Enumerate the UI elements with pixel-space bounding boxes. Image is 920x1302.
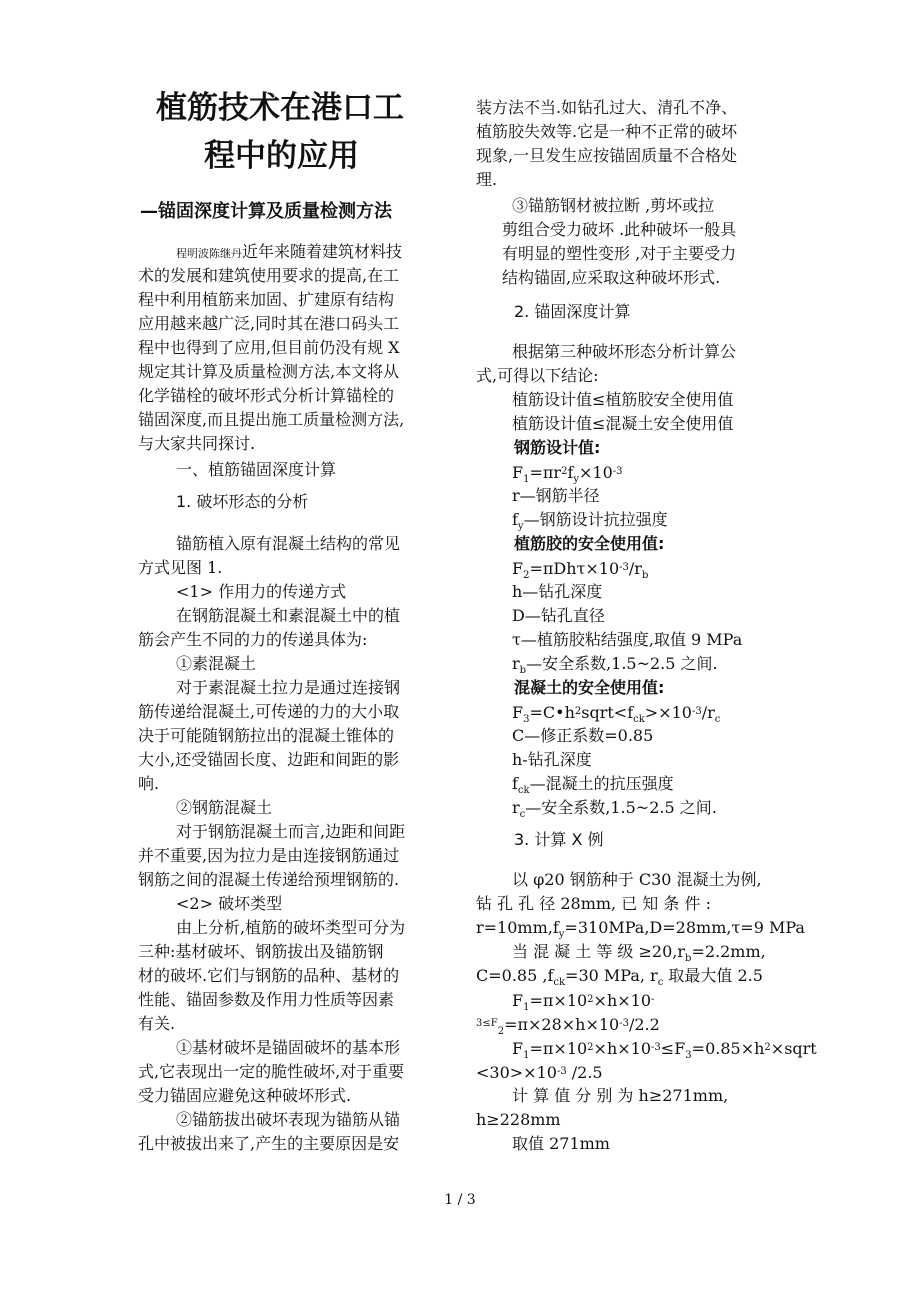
label-concrete-safe-value: 混凝土的安全使用值: [514,678,665,697]
body-line: 钢筋之间的混凝土传递给预埋钢筋的. [138,870,400,889]
body-line: 方式见图 1. [138,558,223,577]
body-line: 式,它表现出一定的脆性破坏,对于重要 [138,1062,405,1081]
title-line-1: 植筋技术在港口工 [156,90,404,126]
body-line: ①素混凝土 [176,654,257,673]
body-line: 性能、锚固参数及作用力性质等因素 [138,990,395,1009]
example-line: C=0.85 $,f_{ck}=30$ MPa, $r_c$ 取最大值 2.5 [476,966,763,988]
heading-failure-analysis: 1. 破坏形态的分析 [176,492,309,511]
body-line: ③锚筋钢材被拉断 ,剪坏或拉 [512,196,715,215]
page-number: 1 / 3 [444,1192,476,1208]
intro-line: 程中利用植筋来加固、扩建原有结构 [138,290,395,309]
body-line: 决于可能随钢筋拉出的混凝土锥体的 [138,726,395,745]
body-line: 对于素混凝土拉力是通过连接钢 [176,678,401,697]
body-line: 锚筋植入原有混凝土结构的常见 [176,534,401,553]
def-c: C—修正系数=0.85 [512,726,654,745]
body-line: 理. [476,170,498,189]
body-line: 现象,一旦发生应按锚固质量不合格处 [476,146,738,165]
def-fck: $f_{ck}—$混凝土的抗压强度 [512,774,674,796]
body-line: 装方法不当.如钻孔过大、清孔不净、 [476,98,738,117]
formula-f1: $F_1=\pi r^2f_y\times 10^{-3}$ [512,463,623,485]
def-rc: $r_c—$安全系数,1.5~2.5 之间. [512,798,717,820]
body-line: 植筋设计值≤植筋胶安全使用值 [512,390,734,409]
def-tau: τ—植筋胶粘结强度,取值 9 MPa [512,630,743,649]
def-fy: $f_y—$钢筋设计抗拉强度 [512,510,668,532]
body-line: 有关. [138,1014,176,1033]
body-line: 结构锚固,应采取这种破坏形式. [502,268,721,287]
body-line: 孔中被拔出来了,产生的主要原因是安 [138,1134,400,1153]
example-line: $F_1=\pi\times 10^2\times h\times 10^{-3}\le F_3=0.85\times h^2\times sqrt$ [512,1039,817,1061]
body-line: 在钢筋混凝土和素混凝土中的植 [176,606,401,625]
example-line: h≥228mm [476,1110,561,1129]
body-line: 式,可得以下结论: [476,366,599,385]
body-line: 植筋胶失效等.它是一种不正常的破坏 [476,122,738,141]
body-line: 材的破坏.它们与钢筋的品种、基材的 [138,966,400,985]
body-line: ②锚筋拔出破坏表现为锚筋从锚 [176,1110,401,1129]
def-h: h—钻孔深度 [512,582,603,601]
example-line: 当 混 凝 土 等 级 $\ge 20,r_b=2.2mm$, [512,942,766,964]
example-line: 以 φ20 钢筋种于 C30 混凝土为例, [512,870,762,889]
example-line: $r=10mm,f_y=310MPa,D=28mm,\tau=9$ MPa [476,918,805,940]
example-line: 取值 271mm [512,1134,610,1153]
body-line: <1> 作用力的传递方式 [176,582,347,601]
title-line-2: 程中的应用 [204,138,359,174]
body-line: 根据第三种破坏形态分析计算公 [512,342,737,361]
intro-line: 术的发展和建筑使用要求的提高,在工 [138,266,400,285]
body-line: 有明显的塑性变形 ,对于主要受力 [502,244,737,263]
body-line: 三种:基材破坏、钢筋拔出及锚筋钢 [138,942,384,961]
body-line: ①基材破坏是锚固破坏的基本形 [176,1038,401,1057]
example-line: $^{3\le F}_2=\pi\times 28\times h\times 10^{-3}/2.2$ [476,1015,660,1037]
subtitle: —锚固深度计算及质量检测方法 [140,201,392,222]
example-line: 钻 孔 孔 径 28mm, 已 知 条 件 : [476,894,711,913]
intro-line: 锚固深度,而且提出施工质量检测方法, [138,410,405,429]
def-d: D—钻孔直径 [512,606,605,625]
intro-line: 应用越来越广泛,同时其在港口码头工 [138,314,400,333]
example-line: $F_1=\pi\times 10^2\times h\times 10^-$ [512,991,655,1013]
formula-f2: $F_2=\pi Dh\tau\times 10^{-3}/r_b$ [512,559,649,581]
section-heading-1: 一、植筋锚固深度计算 [176,460,337,479]
formula-f3: $F_3=C•h^2sqrt<f_{ck}>\times 10^{-3}/r_c$ [512,703,721,725]
intro-line: 与大家共同探讨. [138,434,256,453]
body-line: 植筋设计值≤混凝土安全使用值 [512,414,734,433]
heading-example: 3. 计算 X 例 [514,830,604,849]
intro-line: 化学锚栓的破坏形式分析计算锚栓的 [138,386,395,405]
body-line: <2> 破坏类型 [176,894,283,913]
body-line: 由上分析,植筋的破坏类型可分为 [176,918,406,937]
body-line: ②钢筋混凝土 [176,798,273,817]
body-line: 对于钢筋混凝土而言,边距和间距 [176,822,406,841]
def-r: r—钢筋半径 [512,486,600,505]
example-line: $<30>\times 10^{-3}$ /2.5 [476,1063,603,1082]
intro-line-1: 程明波陈继丹近年来随着建筑材料技 [176,242,403,261]
author-names: 程明波陈继丹 [176,247,242,260]
body-line: 受力锚固应避免这种破坏形式. [138,1086,352,1105]
def-rb: $r_b—$安全系数,1.5~2.5 之间. [512,654,718,676]
body-line: 剪组合受力破坏 .此种破坏一般具 [502,220,737,239]
body-line: 响. [138,774,160,793]
def-h2: h-钻孔深度 [512,750,592,769]
body-line: 筋传递给混凝土,可传递的力的大小取 [138,702,400,721]
intro-line: 程中也得到了应用,但目前仍没有规 X [138,338,400,357]
body-line: 并不重要,因为拉力是由连接钢筋通过 [138,846,400,865]
body-line: 筋会产生不同的力的传递具体为: [138,630,368,649]
body-line: 大小,还受锚固长度、边距和间距的影 [138,750,400,769]
heading-anchor-depth: 2. 锚固深度计算 [514,302,631,321]
label-glue-safe-value: 植筋胶的安全使用值: [514,534,665,553]
example-line: 计 算 值 分 别 为 h≥271mm, [512,1086,729,1105]
label-steel-design-value: 钢筋设计值: [514,438,601,457]
intro-line: 规定其计算及质量检测方法,本文将从 [138,362,400,381]
